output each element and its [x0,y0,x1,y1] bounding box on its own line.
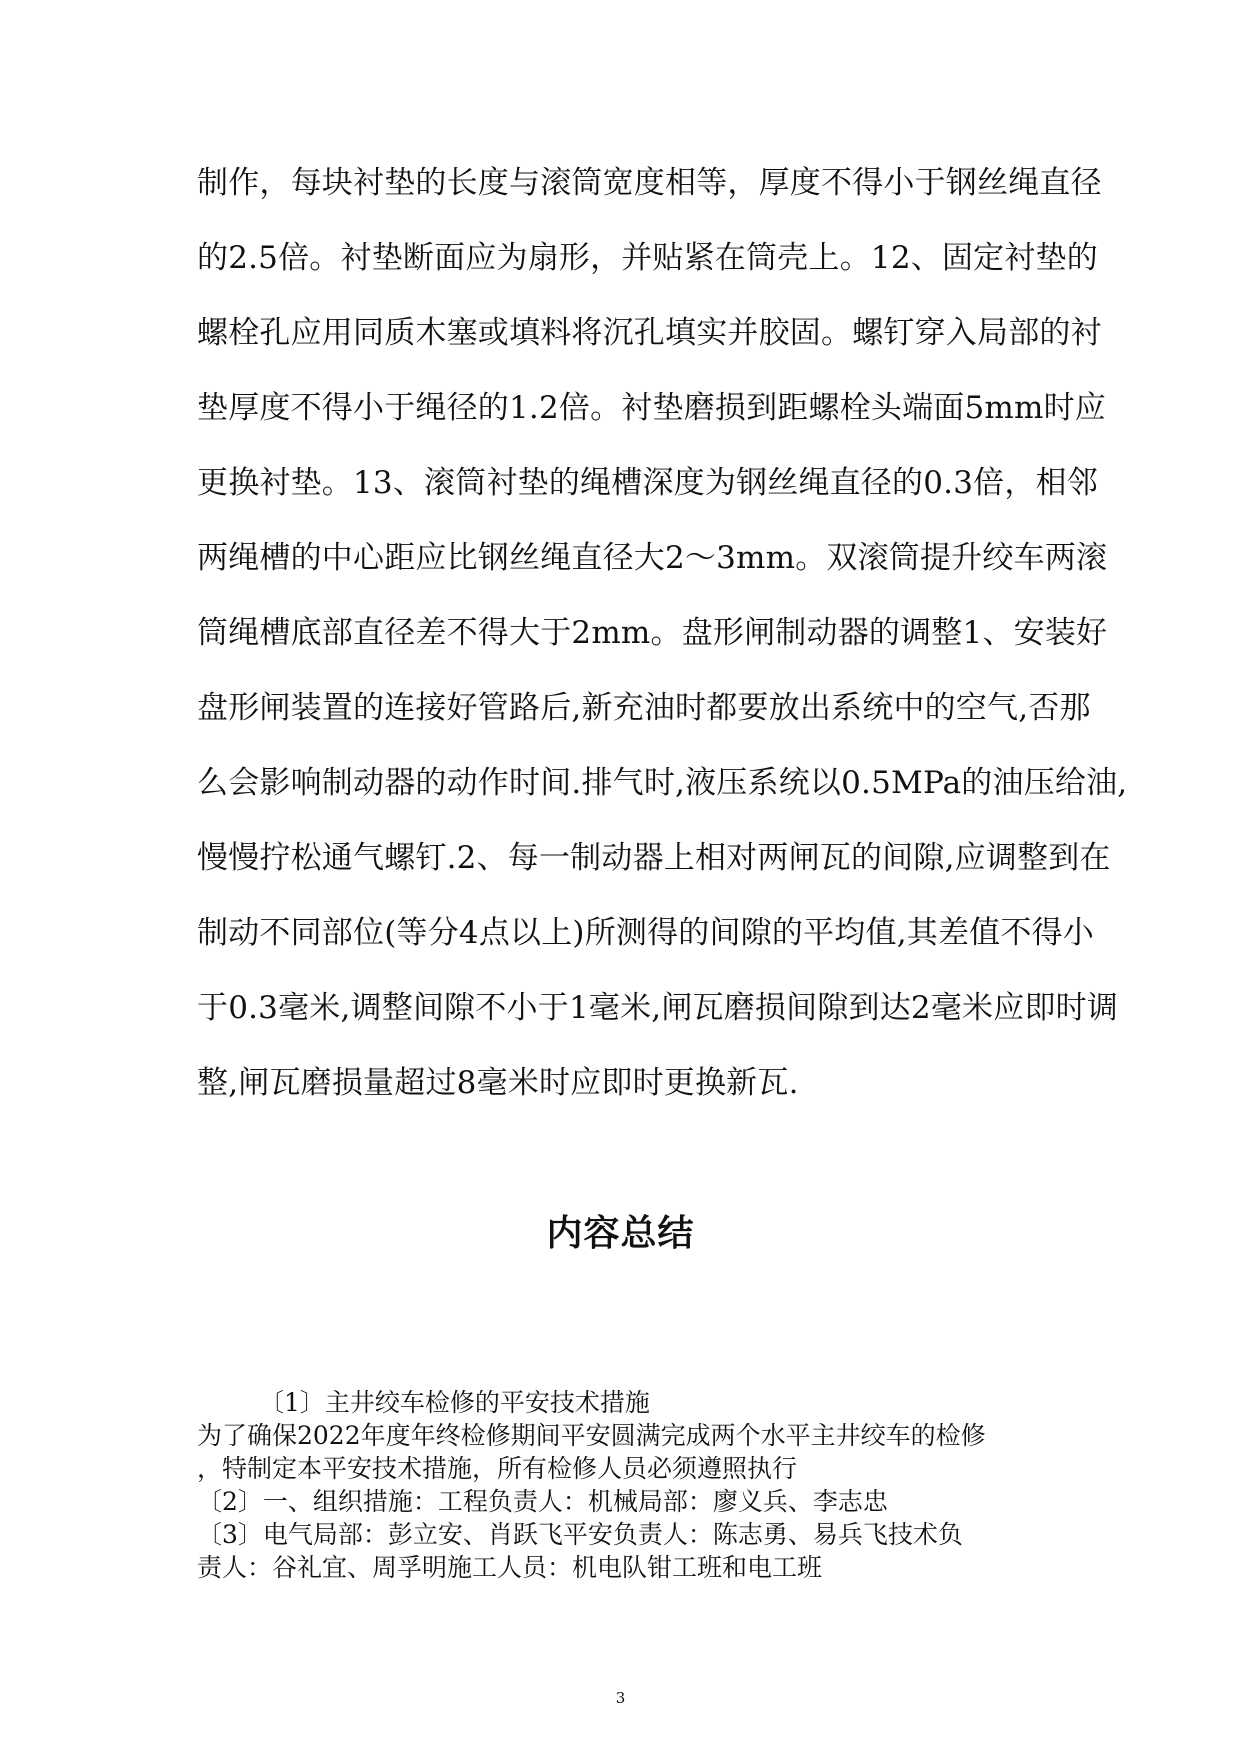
body-line: 整,闸瓦磨损量超过8毫米时应即时更换新瓦. [197,1065,799,1101]
body-line: 更换衬垫。13、滚筒衬垫的绳槽深度为钢丝绳直径的0.3倍，相邻 [197,465,1098,501]
body-line: 螺栓孔应用同质木塞或填料将沉孔填实并胶固。螺钉穿入局部的衬 [197,315,1102,351]
body-line: 垫厚度不得小于绳径的1.2倍。衬垫磨损到距螺栓头端面5mm时应 [197,390,1107,426]
body-line: 制动不同部位(等分4点以上)所测得的间隙的平均值,其差值不得小 [197,915,1094,951]
summary-line: 〔1〕主井绞车检修的平安技术措施 [259,1388,650,1417]
body-line: 制作，每块衬垫的长度与滚筒宽度相等，厚度不得小于钢丝绳直径 [197,165,1102,201]
body-line: 盘形闸装置的连接好管路后,新充油时都要放出系统中的空气,否那 [197,690,1091,726]
summary-line: ，特制定本平安技术措施，所有检修人员必须遵照执行 [197,1454,798,1483]
summary-block [197,1386,1077,1584]
summary-line: 责人：谷礼宜、周孚明施工人员：机电队钳工班和电工班 [197,1553,823,1582]
summary-line: 为了确保2022年度年终检修期间平安圆满完成两个水平主井绞车的检修 [197,1421,986,1450]
body-line: 筒绳槽底部直径差不得大于2mm。盘形闸制动器的调整1、安装好 [197,615,1108,651]
section-title: 内容总结 [546,1213,695,1254]
body-line: 慢慢拧松通气螺钉.2、每一制动器上相对两闸瓦的间隙,应调整到在 [197,840,1111,876]
body-line: 的2.5倍。衬垫断面应为扇形，并贴紧在筒壳上。12、固定衬垫的 [197,240,1098,276]
body-paragraph [197,146,1128,1121]
page-number: 3 [615,1689,626,1707]
body-line: 于0.3毫米,调整间隙不小于1毫米,闸瓦磨损间隙到达2毫米应即时调 [197,990,1119,1026]
body-line: 么会影响制动器的动作时间.排气时,液压系统以0.5MPa的油压给油, [197,765,1128,801]
summary-line: 〔2〕一、组织措施：工程负责人：机械局部：廖义兵、李志忠 [197,1487,888,1516]
summary-line: 〔3〕电气局部：彭立安、肖跃飞平安负责人：陈志勇、易兵飞技术负 [197,1520,963,1549]
body-line: 两绳槽的中心距应比钢丝绳直径大2～3mm。双滚筒提升绞车两滚 [197,540,1108,576]
